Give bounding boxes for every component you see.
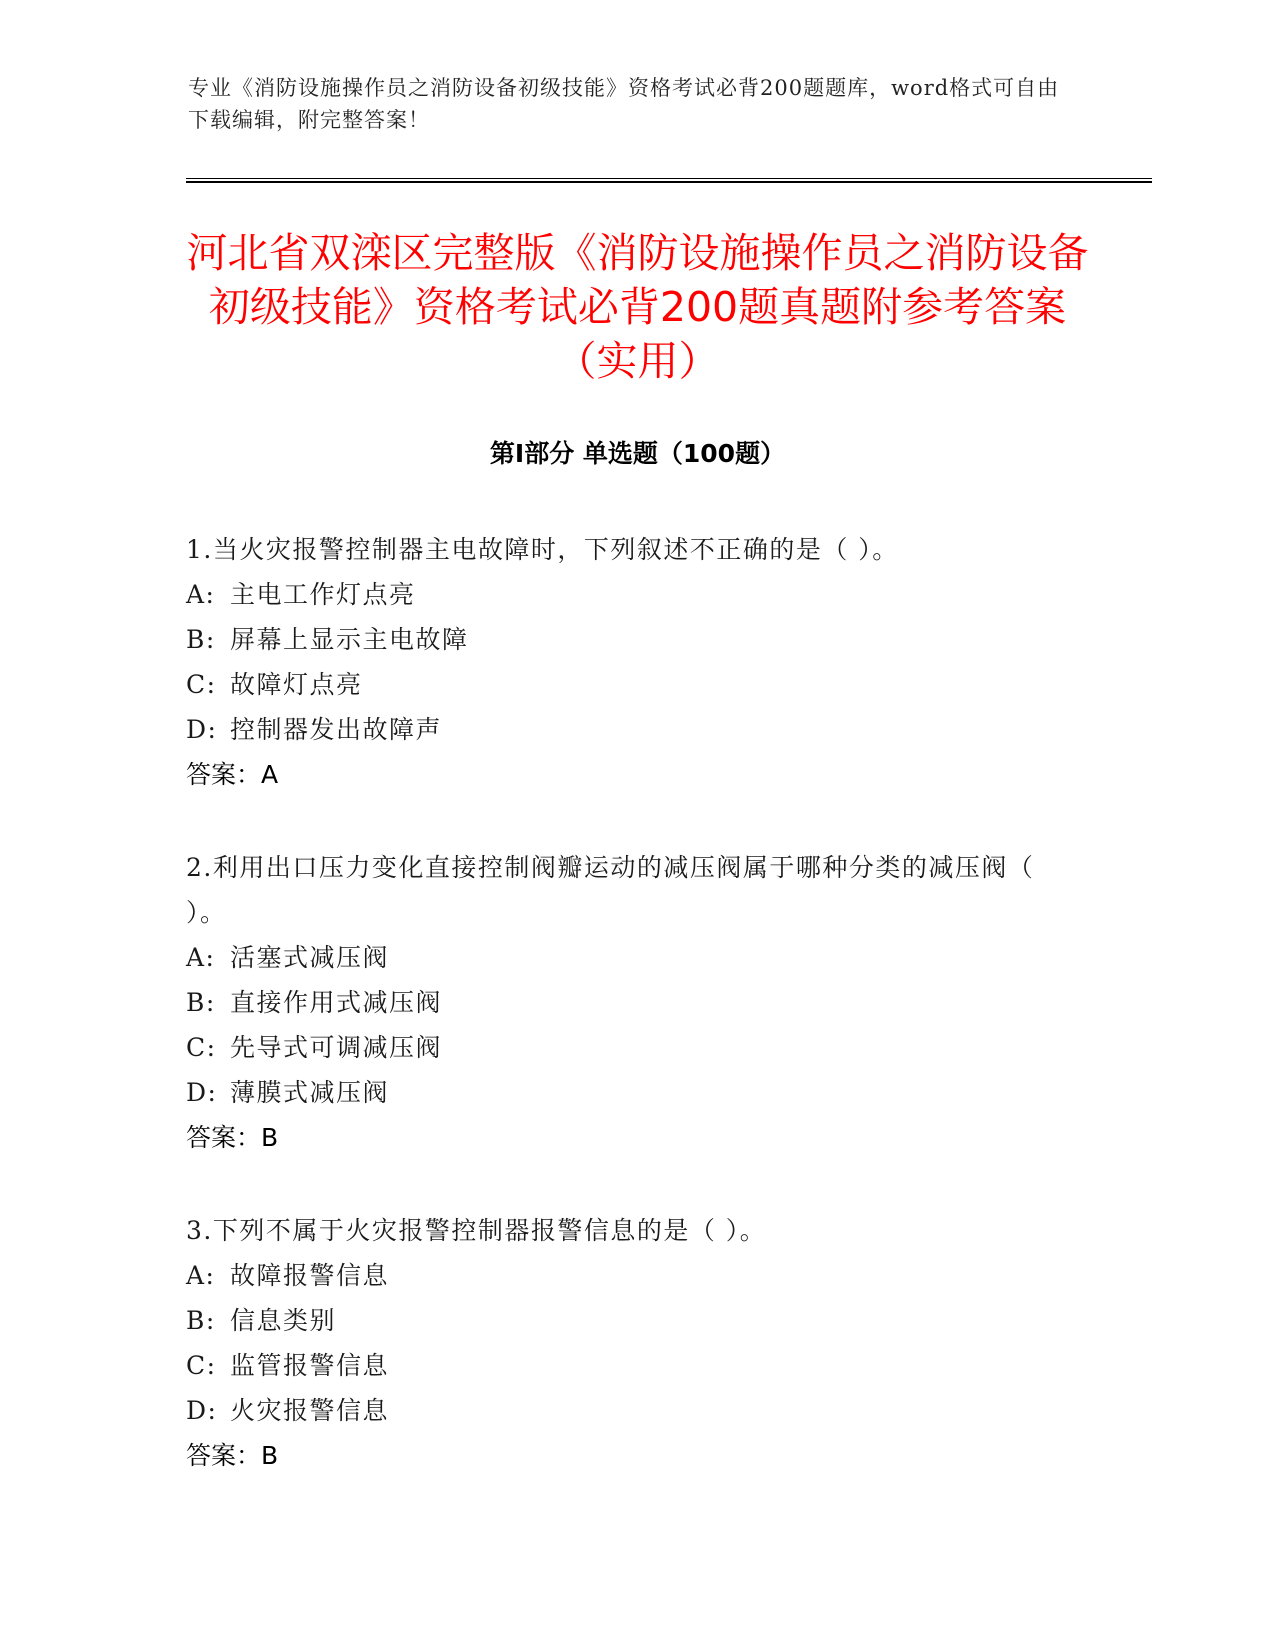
option-text: 先导式可调减压阀 (230, 1033, 443, 1062)
document-title: 河北省双滦区完整版《消防设施操作员之消防设备初级技能》资格考试必背200题真题附参考答案（实用） (186, 229, 1089, 385)
question-stem: 3.下列不属于火灾报警控制器报警信息的是（ ）。 (186, 1216, 767, 1245)
option-a (186, 572, 1076, 617)
option-key: A: (186, 580, 216, 609)
option-key: C: (186, 1033, 217, 1062)
option-text: 主电工作灯点亮 (230, 580, 416, 609)
option-c (186, 1025, 1076, 1070)
option-text: 直接作用式减压阀 (230, 988, 443, 1017)
question-item-1 (186, 527, 1076, 797)
option-key: A: (186, 1261, 216, 1290)
option-d (186, 707, 1076, 752)
option-text: 信息类别 (230, 1306, 337, 1335)
question-item-3 (186, 1208, 1076, 1478)
question-list (186, 527, 1076, 1526)
option-key: B: (186, 1306, 216, 1335)
header-divider-thick (186, 181, 1152, 183)
option-text: 薄膜式减压阀 (230, 1078, 390, 1107)
option-text: 火灾报警信息 (230, 1396, 390, 1425)
answer-line: 答案：B (186, 1441, 279, 1470)
option-b (186, 1298, 1076, 1343)
option-key: B: (186, 625, 216, 654)
option-d (186, 1388, 1076, 1433)
option-key: C: (186, 1351, 217, 1380)
option-key: D: (186, 1078, 218, 1107)
option-text: 故障灯点亮 (230, 670, 363, 699)
option-b (186, 617, 1076, 662)
answer-line: 答案：A (186, 760, 279, 789)
question-item-2 (186, 845, 1076, 1160)
option-a (186, 935, 1076, 980)
option-key: D: (186, 1396, 218, 1425)
option-a (186, 1253, 1076, 1298)
header-note: 专业《消防设施操作员之消防设备初级技能》资格考试必背200题题库，word格式可自由下载编辑，附完整答案！ (188, 76, 1060, 132)
option-key: A: (186, 943, 216, 972)
question-stem: 2.利用出口压力变化直接控制阀瓣运动的减压阀属于哪种分类的减压阀（ ）。 (186, 853, 1035, 927)
option-c (186, 1343, 1076, 1388)
option-text: 故障报警信息 (230, 1261, 390, 1290)
header-divider-thin (186, 178, 1152, 179)
section-title: 第I部分 单选题（100题） (489, 439, 786, 468)
option-text: 控制器发出故障声 (230, 715, 443, 744)
option-b (186, 980, 1076, 1025)
option-key: B: (186, 988, 216, 1017)
option-key: C: (186, 670, 217, 699)
option-text: 屏幕上显示主电故障 (230, 625, 469, 654)
answer-line: 答案：B (186, 1123, 279, 1152)
question-stem: 1.当火灾报警控制器主电故障时，下列叙述不正确的是（ ）。 (186, 535, 899, 564)
option-text: 活塞式减压阀 (230, 943, 390, 972)
option-text: 监管报警信息 (230, 1351, 390, 1380)
option-d (186, 1070, 1076, 1115)
option-c (186, 662, 1076, 707)
option-key: D: (186, 715, 218, 744)
